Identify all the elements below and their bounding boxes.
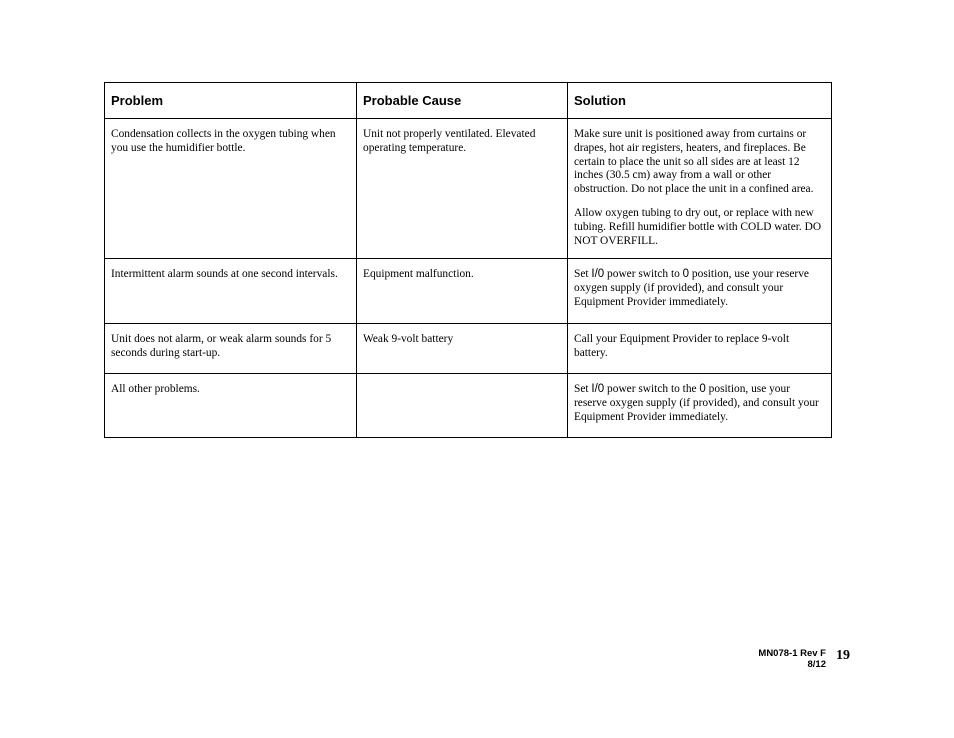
solution-text: Set [574, 268, 592, 280]
header-probable-cause: Probable Cause [357, 83, 568, 119]
table-row [105, 119, 832, 259]
solution-text: power switch to [604, 268, 683, 280]
document-code: MN078-1 Rev F [758, 648, 826, 659]
problem-cell: All other problems. [105, 374, 357, 438]
header-problem: Problem [105, 83, 357, 119]
solution-paragraph: Allow oxygen tubing to dry out, or replace with new tubing. Refill humidifier bottle with COLD water. DO NOT OVERFILL. [574, 206, 822, 247]
revision-date: 8/12 [807, 659, 826, 670]
problem-cell: Intermittent alarm sounds at one second intervals. [105, 259, 357, 324]
table-row [105, 324, 832, 374]
troubleshooting-table [104, 82, 832, 438]
page-number: 19 [836, 648, 850, 663]
power-switch-symbol: I/0 [591, 268, 605, 280]
power-switch-symbol: I/0 [591, 383, 605, 395]
solution-text: Set [574, 383, 592, 395]
solution-paragraph: Make sure unit is positioned away from curtains or drapes, hot air registers, heaters, and fireplaces. Be certain to place the unit so all sides are at least 12 inches (30.5 cm) away from a wall or other obstruction. Do not place the unit in a confined area. [574, 128, 814, 196]
off-position-symbol: 0 [682, 268, 690, 280]
off-position-symbol: 0 [699, 383, 706, 395]
problem-cell: Condensation collects in the oxygen tubing when you use the humidifier bottle. [105, 119, 357, 259]
solution-cell [568, 259, 832, 324]
table-row [105, 259, 832, 324]
table-header-row [105, 83, 832, 119]
cause-cell: Weak 9-volt battery [357, 324, 568, 374]
solution-cell [568, 119, 832, 259]
solution-text: power switch to the [604, 383, 700, 395]
problem-cell: Unit does not alarm, or weak alarm sounds for 5 seconds during start-up. [105, 324, 357, 374]
solution-cell [568, 374, 832, 438]
cause-cell [357, 374, 568, 438]
header-solution: Solution [568, 83, 832, 119]
cause-cell: Equipment malfunction. [357, 259, 568, 324]
solution-text: position, use your reserve oxygen supply (if provided), and consult your Equipment Provider immediately. [574, 383, 819, 423]
cause-cell: Unit not properly ventilated. Elevated operating temperature. [357, 119, 568, 259]
document-revision [752, 648, 826, 670]
solution-cell: Call your Equipment Provider to replace 9-volt battery. [568, 324, 832, 374]
table-row [105, 374, 832, 438]
solution-text: position, use your reserve oxygen supply (if provided), and consult your Equipment Provider immediately. [574, 268, 809, 308]
